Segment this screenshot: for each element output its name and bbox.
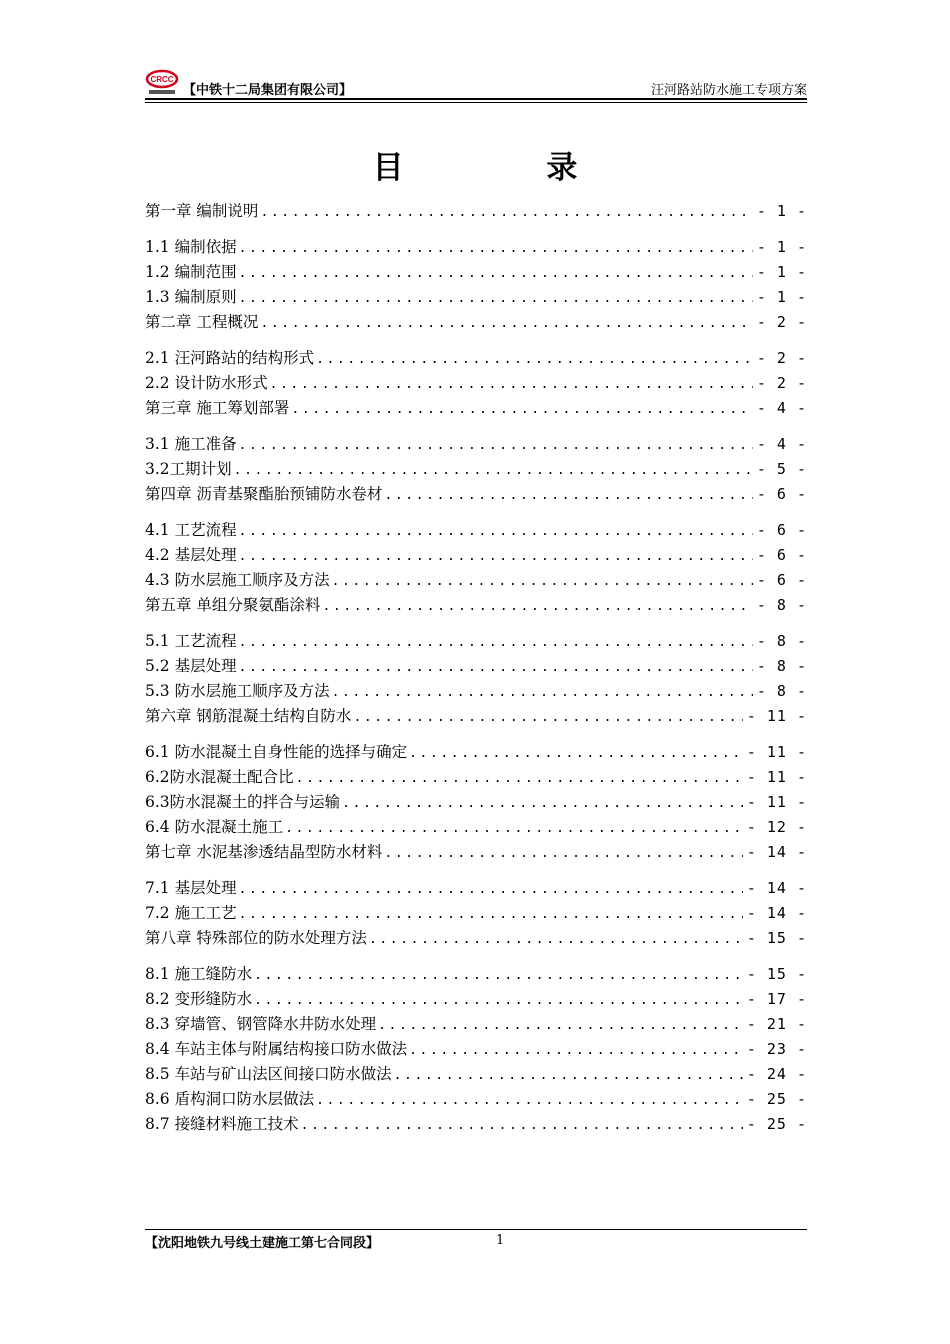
toc-leader-dots xyxy=(291,397,752,421)
toc-section-entry[interactable] xyxy=(145,235,807,260)
toc-section-entry[interactable] xyxy=(145,260,807,285)
toc-entry-label: 1.2 编制范围 xyxy=(145,263,237,281)
toc-section-entry[interactable] xyxy=(145,1037,807,1062)
toc-entry-label: 2.2 设计防水形式 xyxy=(145,374,268,392)
toc-leader-dots xyxy=(239,261,753,285)
toc-entry-label: 1.1 编制依据 xyxy=(145,238,237,256)
toc-entry-page: - 25 - xyxy=(746,1115,807,1133)
toc-section-entry[interactable] xyxy=(145,285,807,310)
toc-section-entry[interactable] xyxy=(145,1062,807,1087)
toc-entry-page: - 1 - xyxy=(756,202,807,220)
toc-leader-dots xyxy=(316,347,753,371)
toc-entry-label: 8.4 车站主体与附属结构接口防水做法 xyxy=(145,1040,408,1058)
toc-entry-page: - 11 - xyxy=(746,707,807,725)
toc-leader-dots xyxy=(239,630,753,654)
toc-entry-page: - 2 - xyxy=(756,349,807,367)
toc-entry-page: - 8 - xyxy=(756,596,807,614)
toc-chapter-entry[interactable] xyxy=(145,310,807,335)
page-header xyxy=(145,62,807,104)
toc-entry-page: - 21 - xyxy=(746,1015,807,1033)
toc-entry-page: - 6 - xyxy=(756,571,807,589)
toc-entry-page: - 17 - xyxy=(746,990,807,1008)
toc-entry-label: 第三章 施工筹划部署 xyxy=(145,399,290,417)
toc-leader-dots xyxy=(322,594,752,618)
toc-entry-label: 8.5 车站与矿山法区间接口防水做法 xyxy=(145,1065,392,1083)
toc-entry-label: 8.7 接缝材料施工技术 xyxy=(145,1115,299,1133)
toc-entry-page: - 1 - xyxy=(756,263,807,281)
toc-leader-dots xyxy=(378,1013,743,1037)
toc-entry-label: 8.2 变形缝防水 xyxy=(145,990,253,1008)
toc-leader-dots xyxy=(254,963,743,987)
toc-entry-label: 7.2 施工工艺 xyxy=(145,904,237,922)
toc-entry-page: - 2 - xyxy=(756,374,807,392)
toc-entry-label: 2.1 汪河路站的结构形式 xyxy=(145,349,315,367)
toc-leader-dots xyxy=(270,372,753,396)
toc-section-entry[interactable] xyxy=(145,765,807,790)
svg-text:CRCC: CRCC xyxy=(150,75,174,84)
toc-section-entry[interactable] xyxy=(145,1087,807,1112)
toc-leader-dots xyxy=(301,1113,743,1137)
toc-entry-label: 4.1 工艺流程 xyxy=(145,521,237,539)
toc-leader-dots xyxy=(239,902,743,926)
toc-entry-label: 第五章 单组分聚氨酯涂料 xyxy=(145,596,321,614)
toc-entry-page: - 8 - xyxy=(756,632,807,650)
toc-section-entry[interactable] xyxy=(145,457,807,482)
toc-entry-page: - 1 - xyxy=(756,238,807,256)
header-rule-thick xyxy=(145,98,807,100)
toc-leader-dots xyxy=(260,311,752,335)
toc-section-entry[interactable] xyxy=(145,543,807,568)
toc-chapter-entry[interactable] xyxy=(145,482,807,507)
toc-entry-page: - 23 - xyxy=(746,1040,807,1058)
toc-section-entry[interactable] xyxy=(145,568,807,593)
toc-section-entry[interactable] xyxy=(145,679,807,704)
toc-leader-dots xyxy=(260,200,752,224)
footer-rule xyxy=(145,1229,807,1230)
toc-entry-label: 第二章 工程概况 xyxy=(145,313,259,331)
toc-section-entry[interactable] xyxy=(145,1112,807,1137)
toc-entry-page: - 25 - xyxy=(746,1090,807,1108)
toc-leader-dots xyxy=(239,236,753,260)
toc-entry-label: 6.4 防水混凝土施工 xyxy=(145,818,284,836)
toc-section-entry[interactable] xyxy=(145,518,807,543)
toc-entry-label: 3.2工期计划 xyxy=(145,460,232,478)
toc-entry-label: 5.1 工艺流程 xyxy=(145,632,237,650)
toc-entry-page: - 15 - xyxy=(746,929,807,947)
toc-leader-dots xyxy=(239,519,753,543)
toc-entry-page: - 14 - xyxy=(746,879,807,897)
toc-entry-page: - 14 - xyxy=(746,904,807,922)
toc-section-entry[interactable] xyxy=(145,740,807,765)
toc-section-entry[interactable] xyxy=(145,962,807,987)
toc-leader-dots xyxy=(285,816,743,840)
toc-entry-page: - 11 - xyxy=(746,768,807,786)
toc-section-entry[interactable] xyxy=(145,432,807,457)
toc-section-entry[interactable] xyxy=(145,901,807,926)
toc-entry-page: - 24 - xyxy=(746,1065,807,1083)
toc-entry-page: - 8 - xyxy=(756,682,807,700)
page-number: 1 xyxy=(496,1233,505,1248)
page-title: 目 录 xyxy=(372,150,644,186)
toc-entry-page: - 4 - xyxy=(756,435,807,453)
toc-leader-dots xyxy=(409,1038,743,1062)
toc-entry-page: - 2 - xyxy=(756,313,807,331)
toc-chapter-entry[interactable] xyxy=(145,396,807,421)
toc-chapter-entry[interactable] xyxy=(145,926,807,951)
toc-chapter-entry[interactable] xyxy=(145,199,807,224)
toc-chapter-entry[interactable] xyxy=(145,593,807,618)
toc-section-entry[interactable] xyxy=(145,654,807,679)
table-of-contents xyxy=(145,199,807,1137)
toc-entry-page: - 15 - xyxy=(746,965,807,983)
toc-leader-dots xyxy=(369,927,743,951)
footer-contract: 【沈阳地铁九号线土建施工第七合同段】 xyxy=(145,1236,380,1251)
company-name: 【中铁十二局集团有限公司】 xyxy=(183,83,353,98)
toc-entry-label: 8.3 穿墙管、钢管降水井防水处理 xyxy=(145,1015,377,1033)
crcc-logo-icon xyxy=(145,68,179,98)
toc-section-entry[interactable] xyxy=(145,815,807,840)
toc-section-entry[interactable] xyxy=(145,987,807,1012)
toc-entry-label: 第四章 沥青基聚酯胎预铺防水卷材 xyxy=(145,485,383,503)
toc-entry-page: - 5 - xyxy=(756,460,807,478)
toc-leader-dots xyxy=(384,841,742,865)
toc-entry-label: 6.3防水混凝土的拌合与运输 xyxy=(145,793,341,811)
toc-entry-page: - 8 - xyxy=(756,657,807,675)
toc-leader-dots xyxy=(332,569,753,593)
toc-leader-dots xyxy=(234,458,753,482)
toc-entry-label: 第八章 特殊部位的防水处理方法 xyxy=(145,929,367,947)
toc-entry-label: 6.1 防水混凝土自身性能的选择与确定 xyxy=(145,743,408,761)
toc-entry-page: - 4 - xyxy=(756,399,807,417)
toc-leader-dots xyxy=(254,988,743,1012)
toc-entry-label: 4.2 基层处理 xyxy=(145,546,237,564)
toc-entry-label: 第七章 水泥基渗透结晶型防水材料 xyxy=(145,843,383,861)
toc-chapter-entry[interactable] xyxy=(145,840,807,865)
toc-section-entry[interactable] xyxy=(145,346,807,371)
toc-leader-dots xyxy=(409,741,743,765)
toc-entry-page: - 11 - xyxy=(746,793,807,811)
toc-entry-label: 4.3 防水层施工顺序及方法 xyxy=(145,571,330,589)
toc-leader-dots xyxy=(239,433,753,457)
toc-entry-page: - 6 - xyxy=(756,485,807,503)
toc-chapter-entry[interactable] xyxy=(145,704,807,729)
toc-entry-label: 第一章 编制说明 xyxy=(145,202,259,220)
toc-leader-dots xyxy=(394,1063,743,1087)
toc-entry-label: 5.3 防水层施工顺序及方法 xyxy=(145,682,330,700)
toc-section-entry[interactable] xyxy=(145,1012,807,1037)
toc-section-entry[interactable] xyxy=(145,629,807,654)
toc-leader-dots xyxy=(342,791,743,815)
toc-entry-label: 7.1 基层处理 xyxy=(145,879,237,897)
toc-leader-dots xyxy=(239,877,743,901)
toc-section-entry[interactable] xyxy=(145,876,807,901)
toc-leader-dots xyxy=(316,1088,743,1112)
toc-entry-page: - 1 - xyxy=(756,288,807,306)
toc-entry-label: 8.1 施工缝防水 xyxy=(145,965,253,983)
toc-leader-dots xyxy=(239,286,753,310)
toc-leader-dots xyxy=(384,483,752,507)
toc-section-entry[interactable] xyxy=(145,790,807,815)
toc-entry-page: - 6 - xyxy=(756,521,807,539)
toc-leader-dots xyxy=(353,705,742,729)
toc-entry-label: 第六章 钢筋混凝土结构自防水 xyxy=(145,707,352,725)
toc-entry-page: - 11 - xyxy=(746,743,807,761)
toc-entry-label: 8.6 盾构洞口防水层做法 xyxy=(145,1090,315,1108)
project-title: 汪河路站防水施工专项方案 xyxy=(650,83,807,98)
toc-section-entry[interactable] xyxy=(145,371,807,396)
toc-leader-dots xyxy=(296,766,743,790)
toc-entry-label: 6.2防水混凝土配合比 xyxy=(145,768,294,786)
toc-leader-dots xyxy=(239,655,753,679)
toc-entry-page: - 6 - xyxy=(756,546,807,564)
toc-leader-dots xyxy=(239,544,753,568)
header-rule-thin xyxy=(145,102,807,103)
toc-entry-label: 3.1 施工准备 xyxy=(145,435,237,453)
toc-entry-label: 5.2 基层处理 xyxy=(145,657,237,675)
toc-entry-label: 1.3 编制原则 xyxy=(145,288,237,306)
toc-leader-dots xyxy=(332,680,753,704)
toc-entry-page: - 14 - xyxy=(746,843,807,861)
toc-entry-page: - 12 - xyxy=(746,818,807,836)
